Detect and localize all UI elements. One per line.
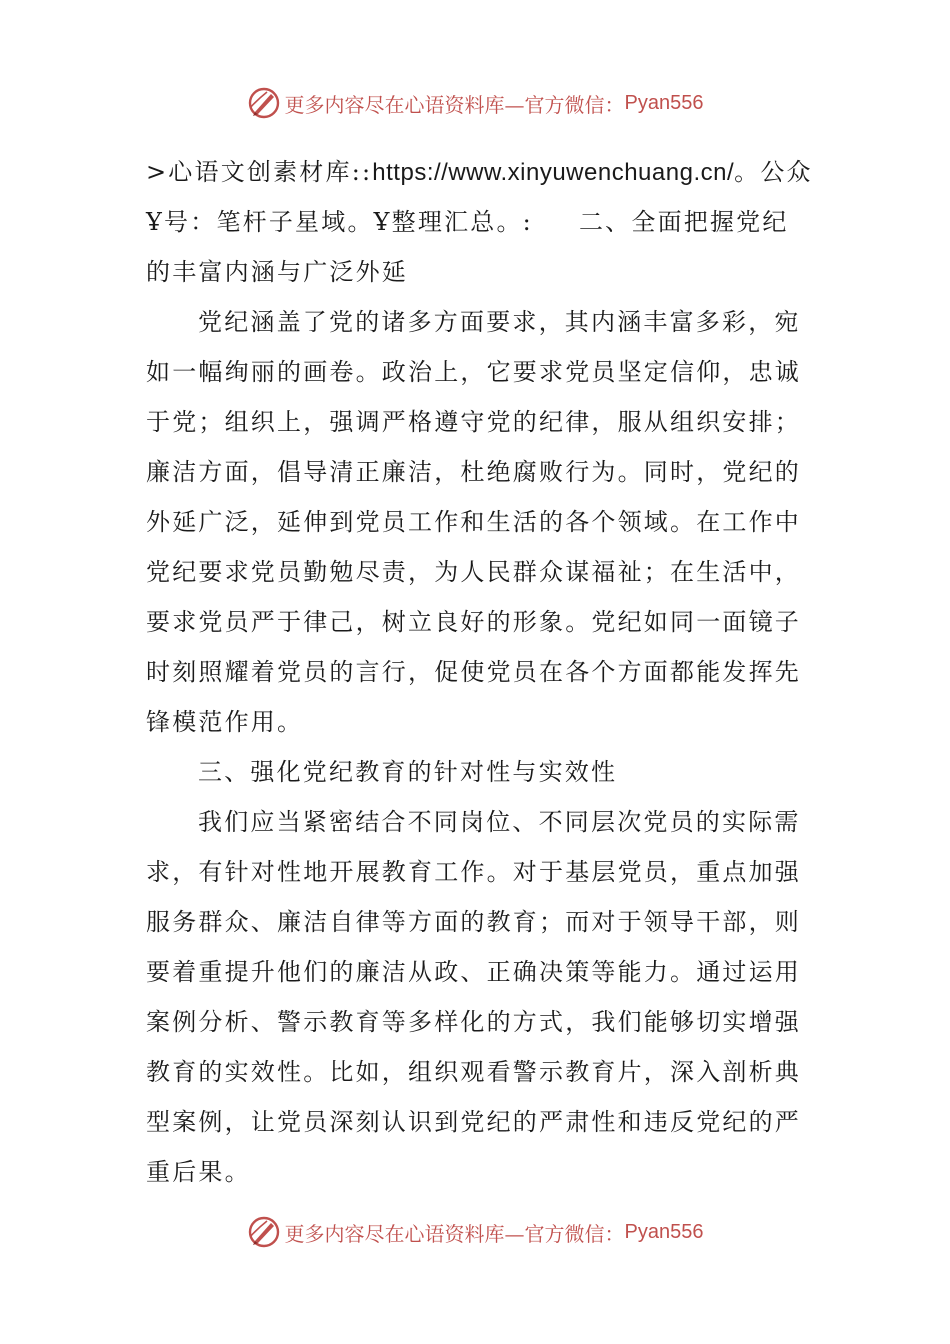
body-line-2 xyxy=(146,197,806,247)
footer-banner-text: 更多内容尽在心语资料库—官方微信： xyxy=(284,1221,625,1246)
pen-logo-icon xyxy=(247,86,281,120)
paragraph-3-line: 案例分析、警示教育等多样化的方式，我们能够切实增强 xyxy=(146,1008,801,1036)
paragraph-2-line: 外延广泛，延伸到党员工作和生活的各个领域。在工作中 xyxy=(146,508,801,536)
source-suffix: 。公众 xyxy=(734,158,813,186)
paragraph-3-line: 重后果。 xyxy=(146,1158,251,1186)
source-prefix: >心语文创素材库:: xyxy=(146,158,373,186)
footer-banner xyxy=(0,1212,950,1252)
section-3-heading: 三、强化党纪教育的针对性与实效性 xyxy=(198,758,618,786)
paragraph-2-line: 锋模范作用。 xyxy=(146,708,304,736)
paragraph-2-line: 时刻照耀着党员的言行，促使党员在各个方面都能发挥先 xyxy=(146,658,801,686)
paragraph-2-line: 党纪要求党员勤勉尽责，为人民群众谋福祉；在生活中， xyxy=(146,558,801,586)
paragraph-2-line: 如一幅绚丽的画卷。政治上，它要求党员坚定信仰，忠诚 xyxy=(146,358,801,386)
paragraph-3-line: 求，有针对性地开展教育工作。对于基层党员，重点加强 xyxy=(146,858,801,886)
pen-logo-icon xyxy=(247,1215,281,1249)
paragraph-3-line: 教育的实效性。比如，组织观看警示教育片，深入剖析典 xyxy=(146,1058,801,1086)
section-2-heading-start: 二、全面把握党纪 xyxy=(578,208,789,236)
document-body xyxy=(146,147,813,1197)
paragraph-2-line: 廉洁方面，倡导清正廉洁，杜绝腐败行为。同时，党纪的 xyxy=(146,458,801,486)
account-note: Ұ号：笔杆子星域。Ұ整理汇总。: xyxy=(146,208,533,236)
paragraph-2-line: 党纪涵盖了党的诸多方面要求，其内涵丰富多彩，宛 xyxy=(198,308,801,336)
paragraph-3-line: 型案例，让党员深刻认识到党纪的严肃性和违反党纪的严 xyxy=(146,1108,801,1136)
paragraph-3-line: 服务群众、廉洁自律等方面的教育；而对于领导干部，则 xyxy=(146,908,801,936)
body-line-1 xyxy=(146,147,813,197)
section-2-heading-end: 的丰富内涵与广泛外延 xyxy=(146,258,408,286)
paragraph-3-line: 要着重提升他们的廉洁从政、正确决策等能力。通过运用 xyxy=(146,958,801,986)
footer-wechat-id: Pyan556 xyxy=(624,1220,704,1243)
header-banner-text: 更多内容尽在心语资料库—官方微信： xyxy=(284,92,625,117)
paragraph-2-line: 要求党员严于律己，树立良好的形象。党纪如同一面镜子 xyxy=(146,608,801,636)
paragraph-2-line: 于党；组织上，强调严格遵守党的纪律，服从组织安排； xyxy=(146,408,801,436)
paragraph-3-line: 我们应当紧密结合不同岗位、不同层次党员的实际需 xyxy=(198,808,801,836)
header-banner xyxy=(0,83,950,123)
header-wechat-id: Pyan556 xyxy=(624,91,704,114)
source-url[interactable]: https://www.xinyuwenchuang.cn/ xyxy=(372,159,735,186)
